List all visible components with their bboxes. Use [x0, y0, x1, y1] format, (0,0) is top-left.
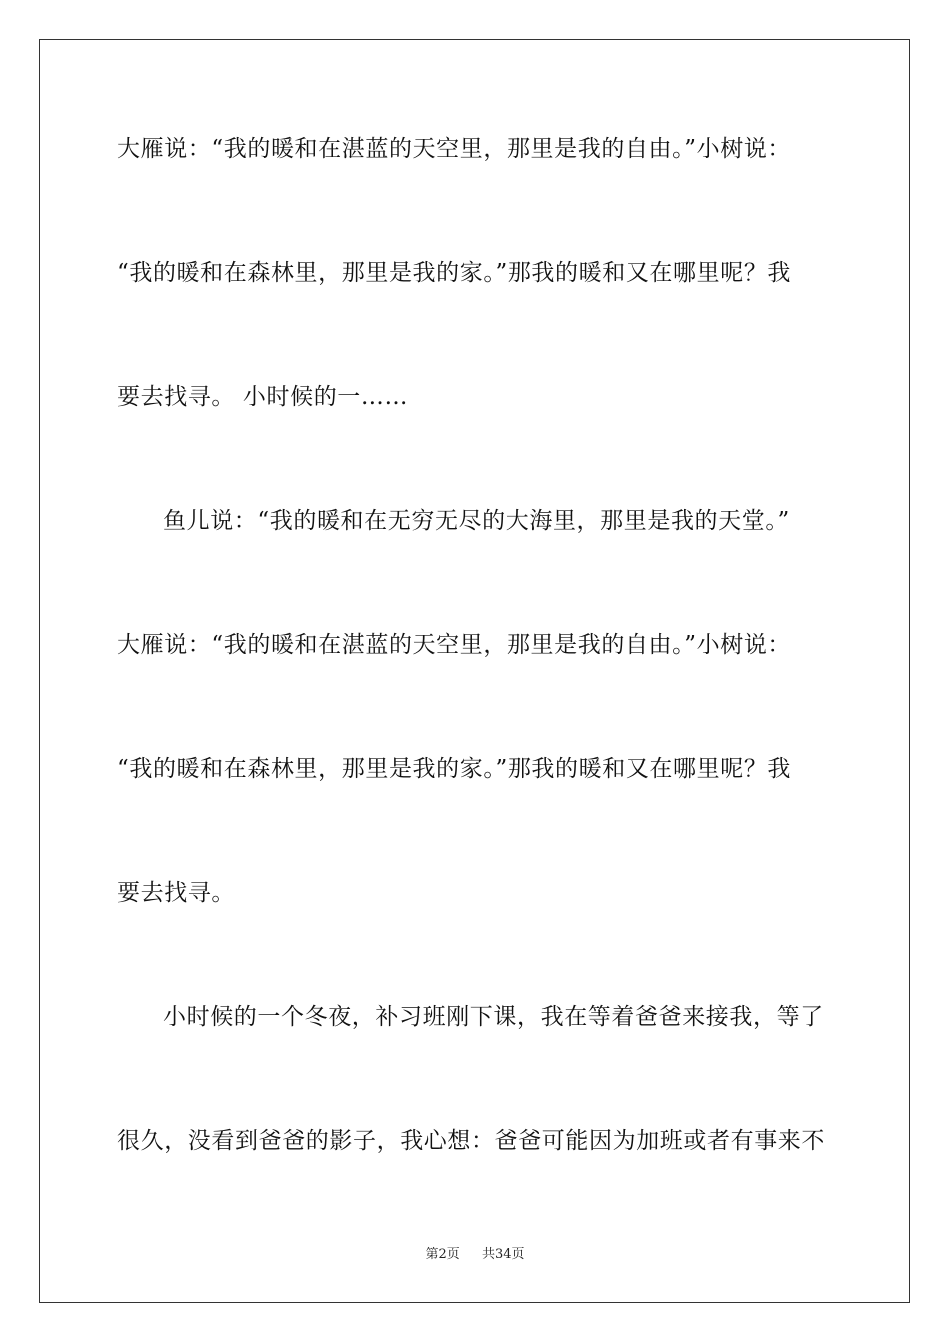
- page-number: 第2页: [425, 1247, 460, 1262]
- text-line: 大雁说：“我的暖和在湛蓝的天空里，那里是我的自由。”小树说：: [117, 136, 792, 162]
- total-pages: 共34页: [482, 1247, 525, 1262]
- page-frame: [39, 39, 910, 1303]
- text-line: “我的暖和在森林里，那里是我的家。”那我的暖和又在哪里呢？我: [117, 260, 792, 286]
- text-line: “我的暖和在森林里，那里是我的家。”那我的暖和又在哪里呢？我: [117, 756, 792, 782]
- text-line: 很久，没看到爸爸的影子，我心想：爸爸可能因为加班或者有事来不: [117, 1128, 825, 1154]
- text-line-indented: 小时候的一个冬夜，补习班刚下课，我在等着爸爸来接我，等了: [163, 1004, 824, 1030]
- text-line: 要去找寻。 小时候的一……: [117, 384, 409, 410]
- text-line: 要去找寻。: [117, 880, 235, 906]
- text-line: 大雁说：“我的暖和在湛蓝的天空里，那里是我的自由。”小树说：: [117, 632, 792, 658]
- text-line-indented: 鱼儿说：“我的暖和在无穷无尽的大海里，那里是我的天堂。”: [163, 508, 790, 534]
- page-footer: [0, 1246, 950, 1264]
